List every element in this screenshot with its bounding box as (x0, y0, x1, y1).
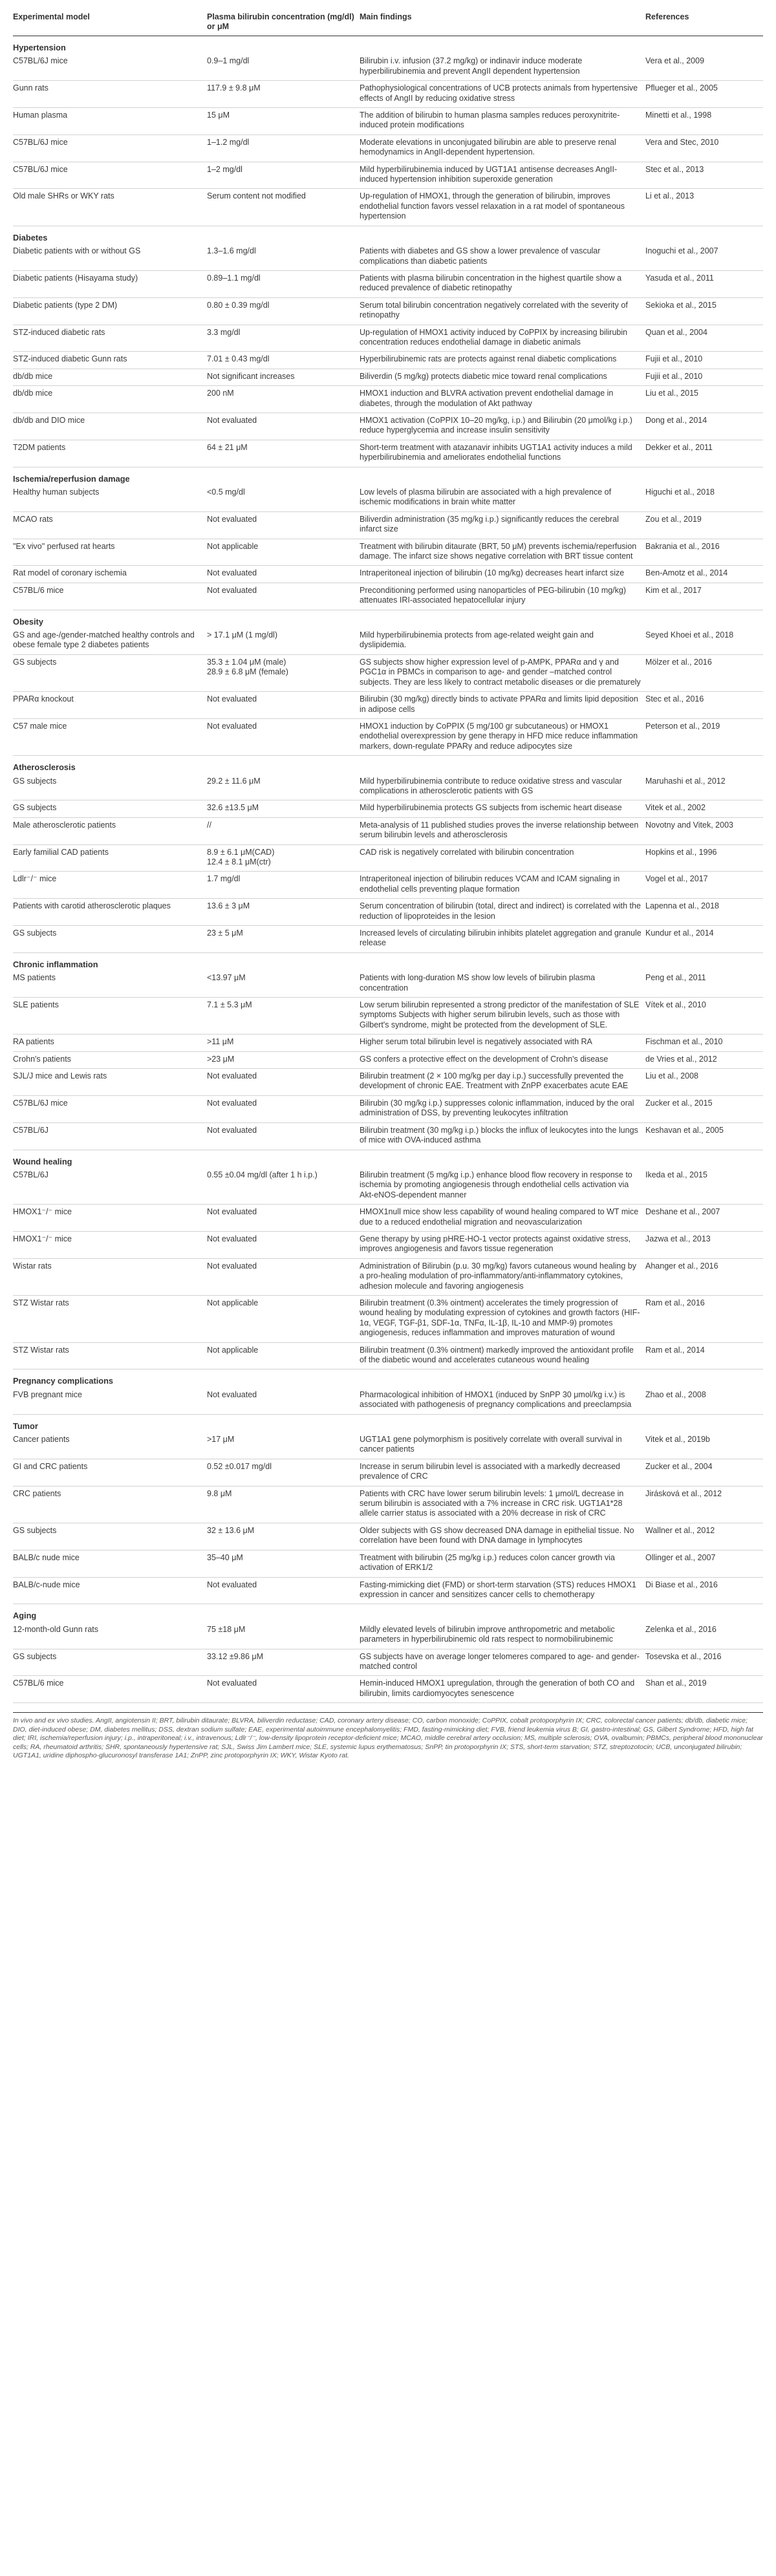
table-row (13, 1122, 763, 1150)
cell-finding: CAD risk is negatively correlated with bilirubin concentration (360, 844, 645, 872)
cell-model: Old male SHRs or WKY rats (13, 189, 207, 226)
cell-concentration: Not evaluated (207, 583, 360, 610)
table-row (13, 971, 763, 997)
cell-finding: Pathophysiological concentrations of UCB protects animals from hypertensive effects of AngII by reducing oxidative stress (360, 81, 645, 108)
cell-concentration: 75 ±18 μM (207, 1622, 360, 1649)
cell-finding: Intraperitoneal injection of bilirubin reduces VCAM and ICAM signaling in endothelial cells preventing plaque formation (360, 872, 645, 899)
table-row (13, 566, 763, 583)
section-title: Atherosclerosis (13, 762, 76, 773)
cell-reference: Vera et al., 2009 (645, 54, 763, 80)
cell-model: STZ Wistar rats (13, 1295, 207, 1342)
cell-reference: Peng et al., 2011 (645, 971, 763, 997)
section-title: Hypertension (13, 43, 66, 52)
cell-model: HMOX1⁻/⁻ mice (13, 1205, 207, 1232)
table-row (13, 1432, 763, 1459)
cell-model: Ldlr⁻/⁻ mice (13, 872, 207, 899)
section-row (13, 36, 763, 54)
section-title: Pregnancy complications (13, 1376, 114, 1386)
cell-finding: Patients with CRC have lower serum bilirubin levels: 1 μmol/L decrease in serum bilirubin is associated with a 7% increase in CRC risk. UGT1A1*28 allele carrier status is associated with a 20% decrease in risk of CRC (360, 1486, 645, 1523)
cell-model: C57BL/6 mice (13, 1676, 207, 1703)
cell-model: GS subjects (13, 800, 207, 817)
cell-concentration: <0.5 mg/dl (207, 485, 360, 511)
table-row (13, 485, 763, 511)
cell-concentration: Not applicable (207, 1295, 360, 1342)
table-row (13, 899, 763, 926)
table-row (13, 162, 763, 189)
cell-concentration: Not evaluated (207, 511, 360, 539)
cell-model: Healthy human subjects (13, 485, 207, 511)
cell-reference: Stec et al., 2013 (645, 162, 763, 189)
cell-concentration: >11 μM (207, 1035, 360, 1051)
cell-model: C57BL/6J mice (13, 162, 207, 189)
cell-finding: Patients with long-duration MS show low levels of bilirubin plasma concentration (360, 971, 645, 997)
cell-reference: Maruhashi et al., 2012 (645, 774, 763, 800)
header-row (13, 10, 763, 36)
cell-model: BALB/c nude mice (13, 1550, 207, 1577)
cell-finding: Preconditioning performed using nanoparticles of PEG-bilirubin (10 mg/kg) attenuates IRI-associated hepatocellular injury (360, 583, 645, 610)
cell-finding: The addition of bilirubin to human plasma samples reduces peroxynitrite-induced protein modifications (360, 108, 645, 135)
cell-reference: Zelenka et al., 2016 (645, 1622, 763, 1649)
cell-finding: Hyperbilirubinemic rats are protects against renal diabetic complications (360, 352, 645, 369)
cell-concentration: 32 ± 13.6 μM (207, 1523, 360, 1550)
cell-model: Diabetic patients with or without GS (13, 244, 207, 270)
cell-concentration: 0.89–1.1 mg/dl (207, 270, 360, 297)
cell-concentration: Not applicable (207, 1342, 360, 1369)
table-row (13, 1231, 763, 1258)
cell-model: C57BL/6J mice (13, 1095, 207, 1122)
table-footnote: In vivo and ex vivo studies. AngII, angiotensin II; BRT, bilirubin ditaurate; BLVRA, biliverdin reductase; CAD, coronary artery disease; CO, carbon monoxide; CoPPIX, cobalt protoporphyrin IX; CRC, colorectal cancer patients; db/db, diabetic mice; DIO, diet-induced obese; DM, diabetes mellitus; DSS, dextran sodium sulfate; EAE, experimental autoimmune encephalomyelitis; FMD, fasting-mimicking diet; FVB, friend leukemia virus B; GI, gastro-intestinal; GS, Gilbert Syndrome; HFD, high fat diet; IRI, ischemia/reperfusion injury; i.p., intraperitoneal; i.v., intravenous; Ldlr⁻/⁻, low-density lipoprotein receptor-deficient mice; MCAO, middle cerebral artery occlusion; MS, multiple sclerosis; OVA, ovalbumin; PBMCs, peripheral blood mononuclear cells; RA, rheumatoid arthritis; SHR, spontaneously hypertensive rat; SJL, Swiss Jim Lambert mice; SLE, systemic lupus erythematosus; SnPP, tin protoporphyrin IX; STS, short-term starvation; STZ, streptozotocin; UCB, unconjugated bilirubin; UGT1A1, uridine diphospho-glucuronosyl transferase 1A1; ZnPP, zinc protoporphyrin IX; WKY, Wistar Kyoto rat. (13, 1712, 763, 1761)
table-row (13, 1649, 763, 1676)
cell-model: C57BL/6J (13, 1168, 207, 1205)
cell-concentration: Not applicable (207, 539, 360, 566)
cell-finding: Bilirubin treatment (2 × 100 mg/kg per day i.p.) successfully prevented the development of chronic EAE. Treatment with ZnPP exacerbates acute EAE (360, 1069, 645, 1096)
cell-concentration: Serum content not modified (207, 189, 360, 226)
cell-finding: Bilirubin treatment (30 mg/kg i.p.) blocks the influx of leukocytes into the lungs of mice with OVA-induced asthma (360, 1122, 645, 1150)
cell-finding: Mildly elevated levels of bilirubin improve anthropometric and metabolic parameters in hyperbilirubinemic old rats respect to normobilirubinemic (360, 1622, 645, 1649)
cell-model: db/db mice (13, 369, 207, 385)
section-row (13, 756, 763, 774)
section-row (13, 952, 763, 971)
cell-reference: Ben-Amotz et al., 2014 (645, 566, 763, 583)
cell-finding: Short-term treatment with atazanavir inhibits UGT1A1 activity induces a mild hyperbilirubinemia and ameliorates endothelial functions (360, 440, 645, 467)
cell-model: GI and CRC patients (13, 1459, 207, 1486)
cell-finding: Treatment with bilirubin ditaurate (BRT, 50 μM) prevents ischemia/reperfusion damage. The infarct size shows negative correlation with BRT tissue content (360, 539, 645, 566)
cell-finding: Mild hyperbilirubinemia protects from age-related weight gain and dyslipidemia. (360, 628, 645, 654)
cell-concentration: 1–1.2 mg/dl (207, 134, 360, 162)
cell-reference: Keshavan et al., 2005 (645, 1122, 763, 1150)
table-row (13, 352, 763, 369)
cell-reference: Jazwa et al., 2013 (645, 1231, 763, 1258)
table-row (13, 583, 763, 610)
cell-finding: Up-regulation of HMOX1 activity induced by CoPPIX by increasing bilirubin concentration reduces endothelial damage in diabetic animals (360, 325, 645, 352)
cell-model: C57BL/6J mice (13, 134, 207, 162)
cell-concentration: 3.3 mg/dl (207, 325, 360, 352)
cell-finding: Moderate elevations in unconjugated bilirubin are able to preserve renal hemodynamics in AngII-dependent hypertension. (360, 134, 645, 162)
table-row (13, 926, 763, 953)
cell-concentration: 0.52 ±0.017 mg/dl (207, 1459, 360, 1486)
cell-finding: Gene therapy by using pHRE-HO-1 vector protects against oxidative stress, improves angiogenesis and favors tissue regeneration (360, 1231, 645, 1258)
cell-reference: Vera and Stec, 2010 (645, 134, 763, 162)
cell-finding: Increased levels of circulating bilirubin inhibits platelet aggregation and granule release (360, 926, 645, 953)
section-title: Wound healing (13, 1156, 72, 1166)
cell-concentration: 13.6 ± 3 μM (207, 899, 360, 926)
table-row (13, 1622, 763, 1649)
section-title: Ischemia/reperfusion damage (13, 473, 130, 484)
cell-concentration: 33.12 ±9.86 μM (207, 1649, 360, 1676)
cell-finding: Serum concentration of bilirubin (total, direct and indirect) is correlated with the reduction of lipoproteides in the lesion (360, 899, 645, 926)
table-row (13, 1095, 763, 1122)
cell-finding: Low serum bilirubin represented a strong predictor of the manifestation of SLE symptoms Subjects with higher serum bilirubin levels, such as those with Gilbert's syndrome, might be protected from the development of SLE. (360, 998, 645, 1035)
section-title: Chronic inflammation (13, 959, 98, 969)
cell-model: GS subjects (13, 774, 207, 800)
cell-concentration: 35–40 μM (207, 1550, 360, 1577)
cell-concentration: Not evaluated (207, 1095, 360, 1122)
cell-model: Patients with carotid atherosclerotic plaques (13, 899, 207, 926)
table-row (13, 1550, 763, 1577)
table-row (13, 108, 763, 135)
section-row (13, 467, 763, 485)
cell-reference: Minetti et al., 1998 (645, 108, 763, 135)
cell-finding: Bilirubin (30 mg/kg i.p.) suppresses colonic inflammation, induced by the oral administration of DSS, by preventing leukocytes infiltration (360, 1095, 645, 1122)
cell-model: db/db mice (13, 386, 207, 413)
cell-concentration: 29.2 ± 11.6 μM (207, 774, 360, 800)
table-row (13, 1051, 763, 1068)
section-row (13, 226, 763, 244)
cell-concentration: Not significant increases (207, 369, 360, 385)
cell-reference: Vítek et al., 2010 (645, 998, 763, 1035)
cell-model: Gunn rats (13, 81, 207, 108)
cell-finding: GS subjects have on average longer telomeres compared to age- and gender-matched control (360, 1649, 645, 1676)
table-row (13, 844, 763, 872)
cell-finding: HMOX1 induction by CoPPIX (5 mg/100 gr subcutaneous) or HMOX1 endothelial overexpression by gene therapy in HFD mice reduce inflammation markers, down-regulate PPARγ and reduce adipocytes size (360, 718, 645, 755)
cell-finding: HMOX1null mice show less capability of wound healing compared to WT mice due to a reduced endothelial migration and neovascularization (360, 1205, 645, 1232)
table-row (13, 297, 763, 325)
cell-model: C57BL/6 mice (13, 583, 207, 610)
cell-finding: Bilirubin i.v. infusion (37.2 mg/kg) or indinavir induce moderate hyperbilirubinemia and prevent AngII dependent hypertension (360, 54, 645, 80)
cell-concentration: 35.3 ± 1.04 μM (male) 28.9 ± 6.8 μM (female) (207, 654, 360, 691)
cell-model: Diabetic patients (type 2 DM) (13, 297, 207, 325)
cell-reference: Mölzer et al., 2016 (645, 654, 763, 691)
cell-finding: Bilirubin (30 mg/kg) directly binds to activate PPARα and limits lipid deposition in adipose cells (360, 692, 645, 719)
cell-concentration: 0.55 ±0.04 mg/dl (after 1 h i.p.) (207, 1168, 360, 1205)
table-row (13, 774, 763, 800)
cell-concentration: Not evaluated (207, 1676, 360, 1703)
findings-table (13, 10, 763, 1703)
cell-model: T2DM patients (13, 440, 207, 467)
table-header (13, 10, 763, 36)
cell-finding: Patients with diabetes and GS show a lower prevalence of vascular complications than diabetic patients (360, 244, 645, 270)
cell-concentration: Not evaluated (207, 1205, 360, 1232)
cell-reference: Zhao et al., 2008 (645, 1388, 763, 1414)
cell-finding: HMOX1 activation (CoPPIX 10–20 mg/kg, i.p.) and Bilirubin (20 μmol/kg i.p.) reduce hyperglycemia and increase insulin sensitivity (360, 413, 645, 440)
cell-reference: Shan et al., 2019 (645, 1676, 763, 1703)
cell-reference: Tosevska et al., 2016 (645, 1649, 763, 1676)
cell-reference: Higuchi et al., 2018 (645, 485, 763, 511)
cell-concentration: // (207, 817, 360, 844)
section-title: Diabetes (13, 232, 48, 242)
cell-model: 12-month-old Gunn rats (13, 1622, 207, 1649)
table-row (13, 1258, 763, 1295)
column-header-concentration: Plasma bilirubin concentration (mg/dl) or μM (207, 10, 360, 36)
cell-reference: Zou et al., 2019 (645, 511, 763, 539)
cell-finding: Hemin-induced HMOX1 upregulation, through the generation of both CO and bilirubin, limits cardiomyocytes senescence (360, 1676, 645, 1703)
cell-concentration: >23 μM (207, 1051, 360, 1068)
cell-model: MS patients (13, 971, 207, 997)
table-row (13, 692, 763, 719)
cell-model: STZ Wistar rats (13, 1342, 207, 1369)
table-row (13, 189, 763, 226)
table-row (13, 54, 763, 80)
cell-concentration: Not evaluated (207, 413, 360, 440)
table-row (13, 440, 763, 467)
cell-reference: Vitek et al., 2019b (645, 1432, 763, 1459)
cell-reference: Vitek et al., 2002 (645, 800, 763, 817)
cell-model: Cancer patients (13, 1432, 207, 1459)
cell-finding: GS subjects show higher expression level of p-AMPK, PPARα and γ and PGC1α in PBMCs in comparison to age- and gender –matched control subjects. They are less likely to contract metabolic diseases or die prematurely (360, 654, 645, 691)
cell-reference: Peterson et al., 2019 (645, 718, 763, 755)
cell-concentration: <13.97 μM (207, 971, 360, 997)
cell-model: Wistar rats (13, 1258, 207, 1295)
cell-model: GS subjects (13, 654, 207, 691)
cell-reference: Stec et al., 2016 (645, 692, 763, 719)
column-header-references: References (645, 10, 763, 36)
cell-reference: Lapenna et al., 2018 (645, 899, 763, 926)
cell-reference: Seyed Khoei et al., 2018 (645, 628, 763, 654)
cell-reference: Dekker et al., 2011 (645, 440, 763, 467)
cell-finding: Intraperitoneal injection of bilirubin (10 mg/kg) decreases heart infarct size (360, 566, 645, 583)
table-row (13, 998, 763, 1035)
cell-concentration: > 17.1 μM (1 mg/dl) (207, 628, 360, 654)
cell-reference: Wallner et al., 2012 (645, 1523, 763, 1550)
cell-finding: Low levels of plasma bilirubin are associated with a high prevalence of ischemic modifications in brain white matter (360, 485, 645, 511)
cell-concentration: 0.80 ± 0.39 mg/dl (207, 297, 360, 325)
cell-concentration: Not evaluated (207, 1069, 360, 1096)
table-row (13, 539, 763, 566)
cell-finding: Biliverdin (5 mg/kg) protects diabetic mice toward renal complications (360, 369, 645, 385)
cell-reference: Quan et al., 2004 (645, 325, 763, 352)
table-row (13, 718, 763, 755)
cell-reference: Zucker et al., 2004 (645, 1459, 763, 1486)
table-row (13, 81, 763, 108)
section-row (13, 610, 763, 628)
cell-finding: Mild hyperbilirubinemia protects GS subjects from ischemic heart disease (360, 800, 645, 817)
cell-concentration: Not evaluated (207, 1231, 360, 1258)
cell-finding: Meta-analysis of 11 published studies proves the inverse relationship between serum bilirubin levels and atherosclerosis (360, 817, 645, 844)
cell-finding: Increase in serum bilirubin level is associated with a markedly decreased prevalence of CRC (360, 1459, 645, 1486)
cell-finding: Up-regulation of HMOX1, through the generation of bilirubin, improves endothelial function favors vessel relaxation in a rat model of spontaneous hypertension (360, 189, 645, 226)
cell-concentration: 7.1 ± 5.3 μM (207, 998, 360, 1035)
column-header-findings: Main findings (360, 10, 645, 36)
cell-model: HMOX1⁻/⁻ mice (13, 1231, 207, 1258)
table-row (13, 817, 763, 844)
cell-model: Diabetic patients (Hisayama study) (13, 270, 207, 297)
cell-concentration: 117.9 ± 9.8 μM (207, 81, 360, 108)
cell-concentration: Not evaluated (207, 1258, 360, 1295)
cell-concentration: 23 ± 5 μM (207, 926, 360, 953)
cell-reference: Ikeda et al., 2015 (645, 1168, 763, 1205)
section-row (13, 1150, 763, 1168)
cell-finding: Serum total bilirubin concentration negatively correlated with the severity of retinopathy (360, 297, 645, 325)
table-row (13, 1168, 763, 1205)
cell-reference: Novotny and Vitek, 2003 (645, 817, 763, 844)
cell-concentration: 15 μM (207, 108, 360, 135)
cell-model: db/db and DIO mice (13, 413, 207, 440)
cell-model: CRC patients (13, 1486, 207, 1523)
cell-reference: Ahanger et al., 2016 (645, 1258, 763, 1295)
cell-concentration: 0.9–1 mg/dl (207, 54, 360, 80)
cell-concentration: Not evaluated (207, 718, 360, 755)
cell-model: SJL/J mice and Lewis rats (13, 1069, 207, 1096)
cell-concentration: >17 μM (207, 1432, 360, 1459)
cell-model: STZ-induced diabetic Gunn rats (13, 352, 207, 369)
cell-finding: Pharmacological inhibition of HMOX1 (induced by SnPP 30 μmol/kg i.v.) is associated with pathogenesis of pregnancy complications and preeclampsia (360, 1388, 645, 1414)
cell-model: SLE patients (13, 998, 207, 1035)
cell-concentration: 32.6 ±13.5 μM (207, 800, 360, 817)
cell-model: BALB/c-nude mice (13, 1577, 207, 1604)
cell-finding: Higher serum total bilirubin level is negatively associated with RA (360, 1035, 645, 1051)
cell-reference: Fischman et al., 2010 (645, 1035, 763, 1051)
section-title: Obesity (13, 616, 43, 627)
cell-model: GS subjects (13, 926, 207, 953)
cell-concentration: 1.7 mg/dl (207, 872, 360, 899)
cell-reference: Fujii et al., 2010 (645, 369, 763, 385)
table-row (13, 270, 763, 297)
table-row (13, 1486, 763, 1523)
cell-reference: Vogel et al., 2017 (645, 872, 763, 899)
table-body (13, 36, 763, 1703)
cell-concentration: Not evaluated (207, 1388, 360, 1414)
table-row (13, 1523, 763, 1550)
cell-reference: Li et al., 2013 (645, 189, 763, 226)
cell-model: "Ex vivo" perfused rat hearts (13, 539, 207, 566)
table-row (13, 800, 763, 817)
table-row (13, 1295, 763, 1342)
cell-model: Early familial CAD patients (13, 844, 207, 872)
cell-model: Crohn's patients (13, 1051, 207, 1068)
cell-reference: Kundur et al., 2014 (645, 926, 763, 953)
table-row (13, 1205, 763, 1232)
table-row (13, 386, 763, 413)
cell-finding: Treatment with bilirubin (25 mg/kg i.p.) reduces colon cancer growth via activation of ERK1/2 (360, 1550, 645, 1577)
cell-reference: Ram et al., 2016 (645, 1295, 763, 1342)
section-title: Aging (13, 1611, 37, 1621)
cell-concentration: 7.01 ± 0.43 mg/dl (207, 352, 360, 369)
cell-model: Male atherosclerotic patients (13, 817, 207, 844)
cell-concentration: 1–2 mg/dl (207, 162, 360, 189)
cell-model: RA patients (13, 1035, 207, 1051)
cell-reference: de Vries et al., 2012 (645, 1051, 763, 1068)
table-row (13, 1459, 763, 1486)
cell-model: C57BL/6J (13, 1122, 207, 1150)
cell-finding: Administration of Bilirubin (p.u. 30 mg/kg) favors cutaneous wound healing by a pro-healing modulation of pro-inflammatory/anti-inflammatory cytokines, adhesion molecule and favoring angiogenesis (360, 1258, 645, 1295)
cell-finding: Fasting-mimicking diet (FMD) or short-term starvation (STS) reduces HMOX1 expression in cancer and sensitizes cancer cells to chemotherapy (360, 1577, 645, 1604)
cell-model: MCAO rats (13, 511, 207, 539)
cell-model: GS subjects (13, 1523, 207, 1550)
table-row (13, 413, 763, 440)
table-row (13, 134, 763, 162)
cell-concentration: 64 ± 21 μM (207, 440, 360, 467)
table-row (13, 1069, 763, 1096)
cell-finding: Older subjects with GS show decreased DNA damage in epithelial tissue. No correlation have been found with DNA damage in lymphocytes (360, 1523, 645, 1550)
column-header-model: Experimental model (13, 10, 207, 36)
cell-model: Rat model of coronary ischemia (13, 566, 207, 583)
section-title: Tumor (13, 1421, 38, 1431)
cell-model: C57BL/6J mice (13, 54, 207, 80)
cell-reference: Liu et al., 2008 (645, 1069, 763, 1096)
cell-model: FVB pregnant mice (13, 1388, 207, 1414)
cell-finding: Bilirubin treatment (0.3% ointment) accelerates the timely progression of wound healing by modulating expression of cytokines and growth factors (HIF-1α, VEGF, TGF-β1, SDF-1α, TNFα, IL-1β, IL-10 and MMP-9) promotes angiogenesis, reduces inflammation and improves maturation of wound (360, 1295, 645, 1342)
section-row (13, 1414, 763, 1432)
table-row (13, 511, 763, 539)
cell-concentration: Not evaluated (207, 1122, 360, 1150)
cell-reference: Di Biase et al., 2016 (645, 1577, 763, 1604)
cell-reference: Jirásková et al., 2012 (645, 1486, 763, 1523)
cell-reference: Pflueger et al., 2005 (645, 81, 763, 108)
table-row (13, 1035, 763, 1051)
cell-model: PPARα knockout (13, 692, 207, 719)
cell-concentration: 200 nM (207, 386, 360, 413)
cell-finding: Biliverdin administration (35 mg/kg i.p.) significantly reduces the cerebral infarct size (360, 511, 645, 539)
cell-reference: Sekioka et al., 2015 (645, 297, 763, 325)
section-row (13, 1369, 763, 1388)
table-row (13, 244, 763, 270)
cell-concentration: 9.8 μM (207, 1486, 360, 1523)
cell-finding: Mild hyperbilirubinemia contribute to reduce oxidative stress and vascular complications in atherosclerotic patients with GS (360, 774, 645, 800)
cell-reference: Kim et al., 2017 (645, 583, 763, 610)
cell-reference: Liu et al., 2015 (645, 386, 763, 413)
cell-reference: Fujii et al., 2010 (645, 352, 763, 369)
table-row (13, 872, 763, 899)
cell-reference: Deshane et al., 2007 (645, 1205, 763, 1232)
cell-reference: Ram et al., 2014 (645, 1342, 763, 1369)
cell-finding: HMOX1 induction and BLVRA activation prevent endothelial damage in diabetes, through the modulation of Akt pathway (360, 386, 645, 413)
cell-concentration: Not evaluated (207, 566, 360, 583)
cell-model: C57 male mice (13, 718, 207, 755)
table-row (13, 1577, 763, 1604)
cell-finding: Patients with plasma bilirubin concentration in the highest quartile show a reduced prevalence of diabetic retinopathy (360, 270, 645, 297)
cell-model: GS and age-/gender-matched healthy controls and obese female type 2 diabetes patients (13, 628, 207, 654)
cell-concentration: Not evaluated (207, 692, 360, 719)
cell-reference: Zucker et al., 2015 (645, 1095, 763, 1122)
cell-reference: Bakrania et al., 2016 (645, 539, 763, 566)
table-row (13, 1676, 763, 1703)
cell-finding: UGT1A1 gene polymorphism is positively correlate with overall survival in cancer patients (360, 1432, 645, 1459)
cell-model: Human plasma (13, 108, 207, 135)
cell-model: STZ-induced diabetic rats (13, 325, 207, 352)
table-row (13, 654, 763, 691)
section-row (13, 1604, 763, 1622)
cell-finding: Mild hyperbilirubinemia induced by UGT1A1 antisense decreases AngII-induced hypertension inhibition superoxide generation (360, 162, 645, 189)
cell-reference: Yasuda et al., 2011 (645, 270, 763, 297)
cell-concentration: Not evaluated (207, 1577, 360, 1604)
cell-concentration: 1.3–1.6 mg/dl (207, 244, 360, 270)
table-row (13, 628, 763, 654)
cell-reference: Inoguchi et al., 2007 (645, 244, 763, 270)
cell-reference: Dong et al., 2014 (645, 413, 763, 440)
table-row (13, 325, 763, 352)
cell-model: GS subjects (13, 1649, 207, 1676)
cell-concentration: 8.9 ± 6.1 μM(CAD) 12.4 ± 8.1 μM(ctr) (207, 844, 360, 872)
cell-finding: Bilirubin treatment (5 mg/kg i.p.) enhance blood flow recovery in response to ischemia by promoting angiogenesis through endothelial cells activation via Akt-eNOS-dependent manner (360, 1168, 645, 1205)
cell-reference: Hopkins et al., 1996 (645, 844, 763, 872)
cell-finding: Bilirubin treatment (0.3% ointment) markedly improved the antioxidant profile of the diabetic wound and accelerates cutaneous wound healing (360, 1342, 645, 1369)
table-row (13, 1342, 763, 1369)
table-row (13, 1388, 763, 1414)
cell-reference: Ollinger et al., 2007 (645, 1550, 763, 1577)
table-row (13, 369, 763, 385)
cell-finding: GS confers a protective effect on the development of Crohn's disease (360, 1051, 645, 1068)
